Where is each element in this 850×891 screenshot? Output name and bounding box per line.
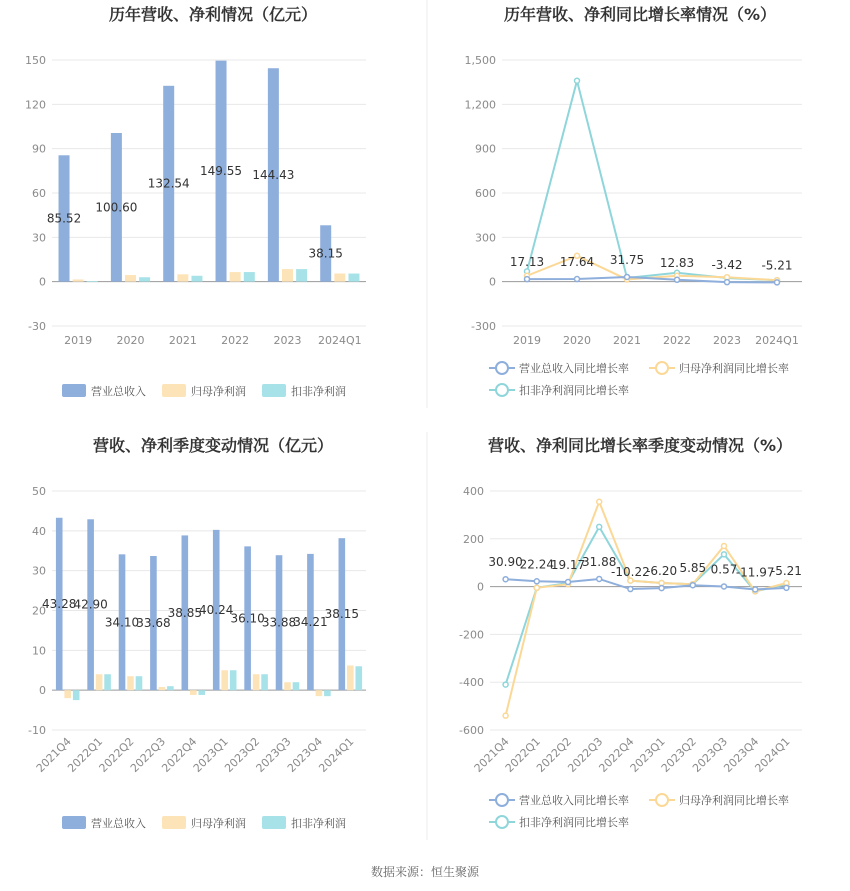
data-label: 17.64 xyxy=(559,255,595,270)
x-tick-label: 2023Q1 xyxy=(190,734,231,775)
bar-deducted-profit xyxy=(139,277,150,281)
bar-deducted-profit xyxy=(73,690,80,700)
legend-swatch-revenue-q xyxy=(62,816,86,829)
series-line-deducted-growth xyxy=(506,527,787,685)
bar-net-profit xyxy=(177,274,188,281)
y-tick-label: -30 xyxy=(28,320,46,333)
bar-deducted-profit xyxy=(191,276,202,282)
x-tick-label: 2023Q2 xyxy=(222,734,263,775)
y-tick-label: 900 xyxy=(475,142,496,156)
legend-label-net-profit-q: 归母净利润 xyxy=(191,817,246,830)
bar-net-profit xyxy=(190,690,197,695)
series-point xyxy=(575,78,580,83)
y-tick-label: 0 xyxy=(489,275,496,289)
data-label: -11.97 xyxy=(735,565,775,580)
y-tick-label: 60 xyxy=(32,187,46,200)
data-label: -10.22 xyxy=(611,565,650,580)
x-tick-label: 2023Q2 xyxy=(658,734,699,775)
chart-title-quarterly-growth: 营收、净利同比增长率季度变动情况（%） xyxy=(487,436,793,455)
quarterly-revenue-profit-bar-chart xyxy=(28,485,366,775)
y-tick-label: 30 xyxy=(32,231,46,245)
bar-net-profit xyxy=(96,674,103,690)
bar-net-profit xyxy=(159,687,166,690)
legend-label-revenue: 营业总收入 xyxy=(91,385,146,398)
data-label: 34.10 xyxy=(104,615,140,630)
legend-swatch-net-profit-q xyxy=(162,816,186,829)
data-label: 43.28 xyxy=(42,596,77,611)
data-label: 42.90 xyxy=(73,597,108,612)
bar-deducted-profit xyxy=(167,686,174,690)
series-point xyxy=(503,713,508,718)
legend-line-marker xyxy=(496,794,508,806)
legend-marker-revenue-growth-q xyxy=(489,794,515,806)
data-label: 30.90 xyxy=(488,555,523,570)
bar-net-profit xyxy=(125,275,136,282)
y-tick-label: 400 xyxy=(463,485,484,498)
y-tick-label: 90 xyxy=(32,142,46,156)
series-point xyxy=(503,682,508,687)
x-tick-label: 2022Q1 xyxy=(65,734,106,775)
y-tick-label: 200 xyxy=(463,532,484,546)
series-point xyxy=(597,524,602,529)
y-tick-label: 600 xyxy=(475,187,496,200)
y-tick-label: 0 xyxy=(477,580,484,594)
bar-net-profit xyxy=(64,690,71,698)
x-tick-label: 2022Q3 xyxy=(565,734,606,775)
series-point xyxy=(784,585,789,590)
data-label: -6.20 xyxy=(646,564,678,579)
data-label: 132.54 xyxy=(147,176,190,191)
legend-marker-net-profit-growth-q xyxy=(649,794,675,806)
data-label: 144.43 xyxy=(252,167,295,182)
series-point xyxy=(659,586,664,591)
y-tick-label: 1,500 xyxy=(464,54,496,67)
bar-net-profit xyxy=(230,272,241,282)
series-point xyxy=(525,277,530,282)
y-tick-label: 0 xyxy=(39,275,46,289)
series-point xyxy=(775,280,780,285)
legend-line-marker xyxy=(496,384,508,396)
data-label: -3.42 xyxy=(711,258,743,273)
series-point xyxy=(566,580,571,585)
legend-label-deducted-growth-q: 扣非净利润同比增长率 xyxy=(519,816,629,829)
legend-swatch-net-profit xyxy=(162,384,186,397)
legend-line-marker xyxy=(496,816,508,828)
bar-net-profit xyxy=(282,269,293,282)
bar-deducted-profit xyxy=(244,272,255,282)
series-point xyxy=(534,585,539,590)
series-line-net-profit-growth xyxy=(506,502,787,716)
legend-annual-growth xyxy=(489,361,789,397)
x-tick-label: 2019 xyxy=(513,334,541,347)
data-label: 33.88 xyxy=(261,615,297,630)
bar-net-profit xyxy=(316,690,323,696)
series-line-deducted-growth xyxy=(527,81,777,281)
legend-line-marker xyxy=(656,362,668,374)
bar-deducted-profit xyxy=(296,269,307,282)
legend-label-net-profit-growth: 归母净利润同比增长率 xyxy=(679,362,789,375)
legend-label-net-profit: 归母净利润 xyxy=(191,385,246,398)
data-label: 19.17 xyxy=(550,558,586,573)
data-label: -5.21 xyxy=(770,563,802,578)
x-tick-label: 2023 xyxy=(273,334,302,347)
x-tick-label: 2023Q4 xyxy=(721,734,762,775)
bar-net-profit xyxy=(221,670,228,690)
y-tick-label: 120 xyxy=(25,98,46,112)
x-tick-label: 2022 xyxy=(663,334,691,347)
x-tick-label: 2024Q1 xyxy=(318,334,362,347)
y-tick-label: 150 xyxy=(25,54,46,67)
bar-net-profit xyxy=(127,676,134,690)
data-label: 38.85 xyxy=(167,605,203,620)
bar-deducted-profit xyxy=(348,274,359,282)
data-label: 40.24 xyxy=(199,603,234,618)
data-label: 38.15 xyxy=(308,246,343,261)
legend-marker-net-profit-growth xyxy=(649,362,675,374)
legend-swatch-deducted-profit xyxy=(262,384,286,397)
x-tick-label: 2021 xyxy=(168,334,197,347)
data-label: 149.55 xyxy=(200,164,243,179)
legend-quarterly-bars xyxy=(62,816,346,830)
series-point xyxy=(722,552,727,557)
bar-deducted-profit xyxy=(104,674,111,690)
data-source-note: 数据来源：恒生聚源 xyxy=(370,865,480,879)
series-point xyxy=(675,277,680,282)
series-point xyxy=(722,543,727,548)
x-tick-label: 2022Q4 xyxy=(596,734,637,775)
chart-title-annual-growth: 历年营收、净利同比增长率情况（%） xyxy=(503,5,777,24)
data-label: 36.10 xyxy=(230,611,265,626)
data-label: 17.13 xyxy=(509,255,545,270)
x-tick-label: 2021Q4 xyxy=(471,734,512,775)
bar-deducted-profit xyxy=(136,676,143,690)
data-label: 33.68 xyxy=(136,616,171,631)
x-tick-label: 2019 xyxy=(64,334,93,347)
x-tick-label: 2021Q4 xyxy=(33,734,74,775)
y-tick-label: -200 xyxy=(459,628,484,642)
legend-label-revenue-growth-q: 营业总收入同比增长率 xyxy=(519,794,629,807)
y-tick-label: 10 xyxy=(32,644,46,658)
x-tick-label: 2022Q3 xyxy=(127,734,169,775)
bar-deducted-profit xyxy=(230,670,237,690)
x-tick-label: 2023 xyxy=(713,334,741,347)
legend-marker-deducted-growth xyxy=(489,384,515,396)
x-tick-label: 2020 xyxy=(116,334,145,347)
x-tick-label: 2022Q4 xyxy=(159,734,200,775)
legend-swatch-revenue xyxy=(62,384,86,397)
data-label: 34.21 xyxy=(293,615,328,630)
legend-marker-deducted-growth-q xyxy=(489,816,515,828)
series-point xyxy=(597,576,602,581)
chart-title-annual-bars: 历年营收、净利情况（亿元） xyxy=(108,5,318,24)
series-point xyxy=(725,280,730,285)
legend-label-deducted-profit-q: 扣非净利润 xyxy=(291,817,346,830)
x-tick-label: 2023Q3 xyxy=(253,734,294,775)
legend-label-revenue-q: 营业总收入 xyxy=(91,817,146,830)
y-tick-label: 30 xyxy=(32,564,46,578)
annual-revenue-profit-bar-chart xyxy=(25,54,366,347)
x-tick-label: 2024Q1 xyxy=(752,734,793,775)
x-tick-label: 2021 xyxy=(613,334,641,347)
legend-label-deducted-growth: 扣非净利润同比增长率 xyxy=(519,384,629,397)
y-tick-label: -600 xyxy=(459,724,484,737)
legend-annual-bars xyxy=(62,384,346,398)
x-tick-label: 2022 xyxy=(221,334,250,347)
y-tick-label: -400 xyxy=(459,676,484,690)
x-tick-label: 2024Q1 xyxy=(316,734,357,775)
bar-deducted-profit xyxy=(293,682,300,690)
series-point xyxy=(625,274,630,279)
bar-deducted-profit xyxy=(324,690,331,696)
data-label: 31.88 xyxy=(582,554,617,569)
bar-deducted-profit xyxy=(87,281,98,282)
series-point xyxy=(628,587,633,592)
legend-label-revenue-growth: 营业总收入同比增长率 xyxy=(519,362,629,375)
series-point xyxy=(690,583,695,588)
y-tick-label: 0 xyxy=(39,684,46,698)
legend-line-marker xyxy=(656,794,668,806)
bar-deducted-profit xyxy=(261,674,268,690)
x-tick-label: 2020 xyxy=(563,334,591,347)
legend-quarterly-growth xyxy=(489,793,789,829)
data-label: 0.57 xyxy=(710,562,738,577)
y-tick-label: 1,200 xyxy=(464,98,496,112)
y-tick-label: 40 xyxy=(32,524,46,538)
y-tick-label: -10 xyxy=(28,724,46,737)
x-tick-label: 2022Q1 xyxy=(502,734,543,775)
series-point xyxy=(575,277,580,282)
data-label: 12.83 xyxy=(659,255,695,270)
series-line-revenue-growth xyxy=(506,579,787,589)
bar-net-profit xyxy=(73,279,84,281)
y-tick-label: 20 xyxy=(32,604,46,618)
x-tick-label: 2023Q1 xyxy=(627,734,668,775)
series-point xyxy=(722,584,727,589)
x-tick-label: 2022Q2 xyxy=(534,734,575,775)
data-label: 85.52 xyxy=(46,211,82,226)
data-label: -5.21 xyxy=(761,258,793,273)
data-label: 31.75 xyxy=(609,252,645,267)
legend-label-deducted-profit: 扣非净利润 xyxy=(291,385,346,398)
annual-growth-line-chart xyxy=(465,54,803,347)
bar-net-profit xyxy=(284,682,291,690)
bar-deducted-profit xyxy=(198,690,205,695)
bar-deducted-profit xyxy=(355,666,362,690)
x-tick-label: 2023Q4 xyxy=(284,734,326,775)
series-point xyxy=(753,587,758,592)
legend-label-net-profit-growth-q: 归母净利润同比增长率 xyxy=(679,794,789,807)
data-label: 22.24 xyxy=(519,557,554,572)
data-label: 38.15 xyxy=(324,607,360,622)
bar-net-profit xyxy=(347,665,354,690)
x-tick-label: 2023Q3 xyxy=(690,734,731,775)
quarterly-growth-line-chart xyxy=(459,485,802,775)
data-label: 100.60 xyxy=(95,200,138,215)
series-point xyxy=(534,579,539,584)
legend-marker-revenue-growth xyxy=(489,362,515,374)
bar-net-profit xyxy=(334,274,345,282)
legend-line-marker xyxy=(496,362,508,374)
y-tick-label: -300 xyxy=(471,320,496,333)
x-tick-label: 2022Q2 xyxy=(96,734,137,775)
y-tick-label: 300 xyxy=(475,231,496,245)
series-point xyxy=(659,581,664,586)
bar-net-profit xyxy=(253,674,260,690)
chart-title-quarterly-bars: 营收、净利季度变动情况（亿元） xyxy=(92,436,334,455)
series-point xyxy=(597,499,602,504)
y-tick-label: 50 xyxy=(32,485,46,498)
legend-swatch-deducted-profit-q xyxy=(262,816,286,829)
series-point xyxy=(503,577,508,582)
data-label: 5.85 xyxy=(679,561,707,576)
x-tick-label: 2024Q1 xyxy=(755,334,799,347)
